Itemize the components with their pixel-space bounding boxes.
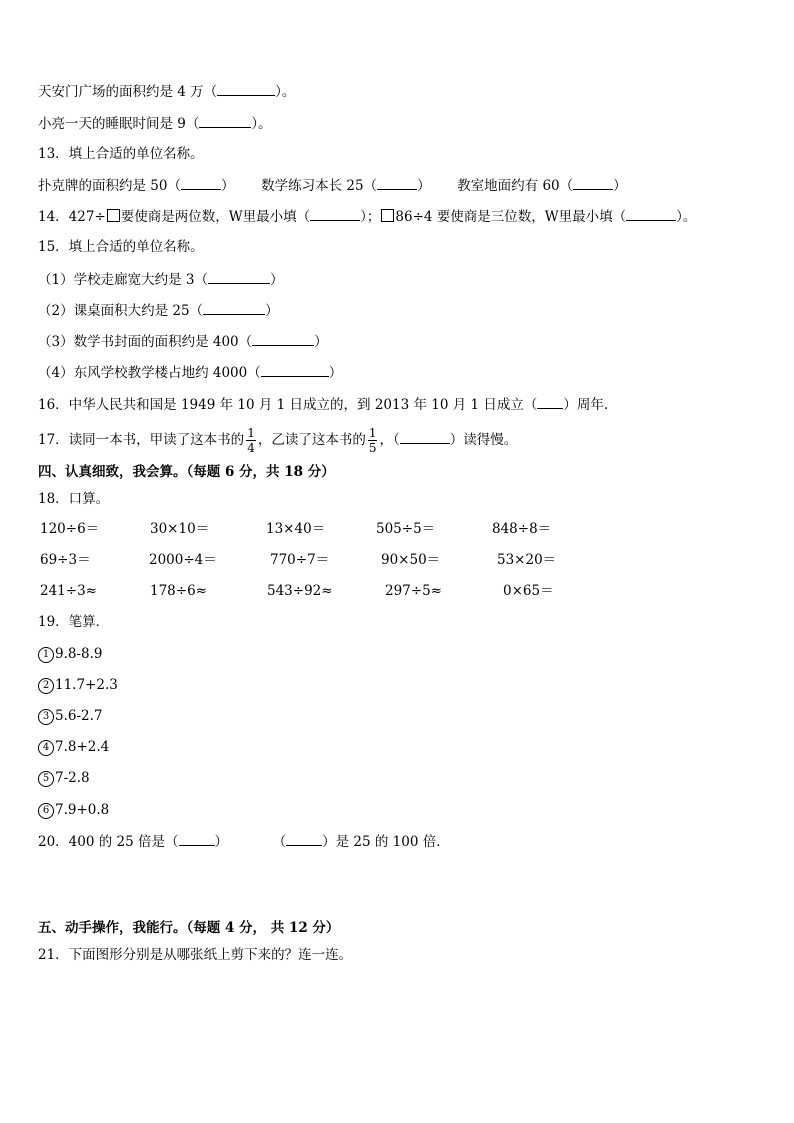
question-15-item-1 — [38, 269, 283, 290]
question-text: ） — [214, 834, 228, 850]
item-text: （1）学校走廊宽大约是 3（ — [38, 272, 208, 288]
question-20 — [38, 831, 450, 852]
question-text: （ — [272, 834, 287, 850]
fraction-denominator: 5 — [368, 441, 377, 455]
question-text-end: ）。 — [676, 209, 697, 225]
question-15-item-4 — [38, 362, 342, 383]
written-calc-item — [38, 737, 109, 757]
answer-blank[interactable] — [252, 331, 314, 346]
circled-number: 2 — [38, 678, 54, 694]
item-text: 扑克牌的面积约是 50（ — [38, 178, 181, 194]
calc-item: 53×20＝ — [497, 552, 557, 568]
calc-item: 120÷6＝ — [40, 521, 100, 537]
calc-expression: 11.7+2.3 — [55, 677, 118, 693]
question-text-end: ）。 — [275, 84, 296, 100]
circled-number: 4 — [38, 740, 54, 756]
calc-item: 770÷7＝ — [270, 552, 330, 568]
item-text: （3）数学书封面的面积约是 400（ — [38, 334, 253, 350]
question-text: 天安门广场的面积约是 4 万（ — [38, 84, 218, 100]
answer-blank[interactable] — [217, 81, 275, 96]
answer-blank[interactable] — [400, 429, 450, 444]
calc-item: 13×40＝ — [266, 521, 326, 537]
box-placeholder-icon — [381, 209, 394, 222]
calc-item: 543÷92≈ — [267, 583, 333, 599]
circled-number: 3 — [38, 709, 54, 725]
question-text: ）； — [360, 209, 381, 225]
answer-blank[interactable] — [286, 831, 322, 846]
question-text: 20．400 的 25 倍是（ — [38, 834, 179, 850]
item-text: （2）课桌面积大约是 25（ — [38, 303, 204, 319]
fraction-one-fifth — [368, 426, 378, 455]
question-14 — [38, 206, 696, 227]
fraction-numerator: 1 — [247, 426, 255, 440]
calc-item: 241÷3≈ — [40, 583, 97, 599]
calc-expression: 7.8+2.4 — [55, 739, 110, 755]
answer-blank[interactable] — [199, 113, 251, 128]
calc-expression: 7.9+0.8 — [55, 802, 110, 818]
question-text: 86÷4 要使商是三位数，W里最小填（ — [395, 209, 627, 225]
answer-blank[interactable] — [573, 175, 613, 190]
item-text-end: ） — [314, 334, 328, 350]
section-5-heading: 五、动手操作，我能行。（每题 4 分， 共 12 分） — [38, 920, 340, 936]
question-line-square-area — [38, 81, 295, 102]
calc-item: 848÷8＝ — [492, 521, 552, 537]
item-text-end: ） — [269, 272, 284, 288]
written-calc-item — [38, 706, 103, 726]
fraction-numerator: 1 — [368, 426, 377, 440]
calc-expression: 5.6-2.7 — [55, 708, 103, 724]
section-4-heading: 四、认真细致，我会算。（每题 6 分，共 18 分） — [38, 464, 335, 480]
calc-item: 0×65＝ — [503, 583, 554, 599]
box-placeholder-icon — [107, 209, 120, 222]
written-calc-item — [38, 800, 109, 820]
question-15-title: 15．填上合适的单位名称。 — [38, 239, 204, 255]
calc-item: 505÷5＝ — [376, 521, 436, 537]
answer-blank[interactable] — [179, 831, 215, 846]
question-13-items — [38, 175, 627, 196]
answer-blank[interactable] — [310, 206, 360, 221]
circled-number: 6 — [38, 803, 54, 819]
answer-blank[interactable] — [181, 175, 221, 190]
question-13-title: 13．填上合适的单位名称。 — [38, 146, 204, 162]
question-text: 小亮一天的睡眠时间是 9（ — [38, 116, 200, 132]
question-text: 要使商是两位数，W里最小填（ — [120, 209, 311, 225]
item-text-end: ） — [220, 178, 235, 194]
question-text-end: ）。 — [251, 116, 272, 132]
answer-blank[interactable] — [537, 394, 563, 409]
item-text-end: ） — [417, 178, 431, 194]
item-text-end: ） — [613, 178, 627, 194]
calc-item: 30×10＝ — [150, 521, 210, 537]
question-18-title: 18．口算。 — [38, 491, 110, 507]
fraction-one-quarter — [246, 426, 256, 455]
item-text: 教室地面约有 60（ — [457, 178, 574, 194]
answer-blank[interactable] — [208, 269, 270, 284]
fraction-denominator: 4 — [247, 441, 255, 455]
item-text: 数学练习本长 25（ — [261, 178, 378, 194]
item-text-end: ） — [328, 365, 343, 381]
question-text-end: ）周年． — [563, 397, 618, 413]
calc-item: 90×50＝ — [381, 552, 441, 568]
question-15-item-2 — [38, 300, 279, 321]
question-text: ，乙读了这本书的 — [257, 432, 366, 448]
question-text: 16．中华人民共和国是 1949 年 10 月 1 日成立的，到 2013 年 10 月 1 日成立（ — [38, 397, 538, 413]
calc-item: 178÷6≈ — [150, 583, 207, 599]
calc-expression: 9.8-8.9 — [55, 646, 103, 662]
answer-blank[interactable] — [203, 300, 265, 315]
question-19-title: 19．笔算． — [38, 614, 110, 630]
answer-blank[interactable] — [626, 206, 676, 221]
written-calc-item — [38, 644, 103, 664]
question-line-sleep-time — [38, 113, 272, 134]
item-text-end: ） — [265, 303, 279, 319]
question-15-item-3 — [38, 331, 328, 352]
answer-blank[interactable] — [377, 175, 417, 190]
question-17 — [38, 422, 517, 458]
question-text-end: ）是 25 的 100 倍． — [322, 834, 450, 850]
circled-number: 1 — [38, 647, 54, 663]
question-text: 14．427÷ — [38, 209, 106, 225]
answer-blank[interactable] — [261, 362, 329, 377]
calc-item: 297÷5≈ — [385, 583, 442, 599]
question-text: 17．读同一本书，甲读了这本书的 — [38, 432, 245, 448]
written-calc-item — [38, 768, 90, 788]
calc-item: 69÷3＝ — [40, 552, 91, 568]
question-21: 21．下面图形分别是从哪张纸上剪下来的？连一连。 — [38, 947, 353, 963]
calc-expression: 7-2.8 — [55, 770, 90, 786]
question-16 — [38, 394, 617, 415]
item-text: （4）东风学校教学楼占地约 4000（ — [38, 365, 261, 381]
question-text: ，（ — [379, 432, 400, 448]
calc-item: 2000÷4＝ — [149, 552, 217, 568]
written-calc-item — [38, 675, 118, 695]
circled-number: 5 — [38, 771, 54, 787]
question-text-end: ）读得慢。 — [449, 432, 518, 448]
